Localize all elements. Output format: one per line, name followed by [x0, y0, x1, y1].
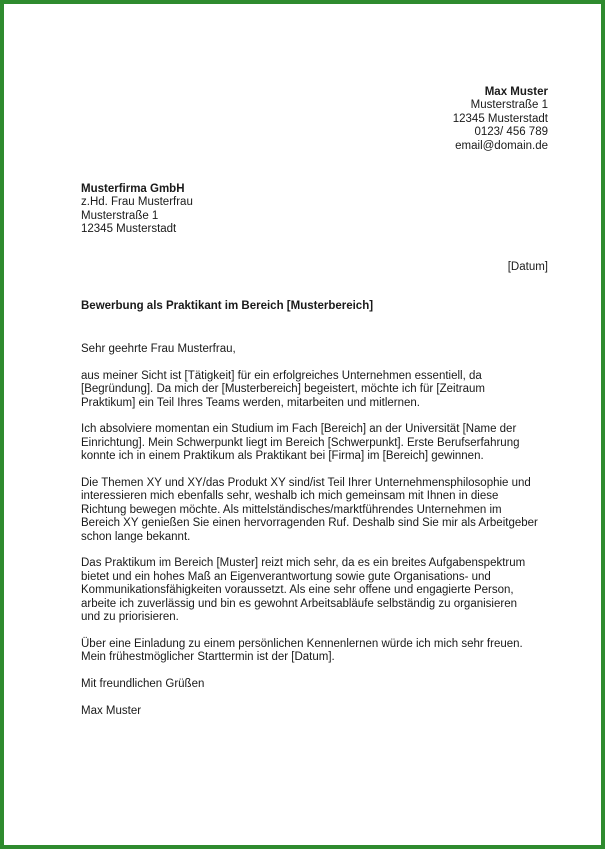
paragraph-line: Bereich XY genießen Sie einen hervorragenden Ruf. Deshalb sind Sie mir als Arbeitgeber: [81, 517, 538, 530]
signature: Max Muster: [81, 704, 142, 717]
recipient-city: 12345 Musterstadt: [81, 223, 177, 236]
letter-subject: Bewerbung als Praktikant im Bereich [Musterbereich]: [81, 300, 374, 312]
paragraph-line: aus meiner Sicht ist [Tätigkeit] für ein erfolgreiches Unternehmen essentiell, da: [81, 369, 482, 382]
paragraph-line: interessieren mich ebenfalls sehr, weshalb ich mich gemeinsam mit Ihnen in diese: [81, 490, 499, 503]
paragraph-line: Richtung bewegen möchte. Als mittelständisches/marktführendes Unternehmen im: [81, 503, 502, 516]
salutation: Sehr geehrte Frau Musterfrau,: [81, 343, 236, 355]
paragraph-qualifications: [81, 557, 551, 624]
paragraph-line: schon lange bekannt.: [81, 530, 191, 543]
sender-street: Musterstraße 1: [470, 99, 548, 112]
paragraph-line: Ich absolviere momentan ein Studium im Fach [Bereich] an der Universität [Name der: [81, 423, 517, 436]
sender-name: Max Muster: [484, 86, 548, 98]
paragraph-line: Die Themen XY und XY/das Produkt XY sind/ist Teil Ihrer Unternehmensphilosophie und: [81, 477, 531, 490]
sender-phone: 0123/ 456 789: [474, 126, 548, 139]
paragraph-company-interest: [81, 477, 551, 544]
sender-address-block: [453, 86, 548, 153]
sender-email: email@domain.de: [455, 139, 548, 152]
paragraph-line: Das Praktikum im Bereich [Muster] reizt mich sehr, da es ein breites Aufgabenspektrum: [81, 557, 526, 570]
recipient-attention: z.Hd. Frau Musterfrau: [81, 196, 193, 209]
recipient-street: Musterstraße 1: [81, 209, 159, 222]
paragraph-line: Über eine Einladung zu einem persönlichen Kennenlernen würde ich mich sehr freuen.: [81, 637, 523, 650]
sender-city: 12345 Musterstadt: [452, 112, 548, 125]
paragraph-line: und zu priorisieren.: [81, 611, 179, 624]
letter-page: [8, 8, 605, 849]
paragraph-line: Kommunikationsfähigkeiten voraussetzt. Als eine sehr offene und engagierte Person,: [81, 584, 514, 597]
paragraph-invitation: [81, 638, 551, 665]
paragraph-line: bietet und ein hohes Maß an Eigenverantwortung sowie gute Organisations- und: [81, 570, 491, 583]
paragraph-line: Mein frühestmöglicher Starttermin ist der [Datum].: [81, 651, 335, 664]
paragraph-studies: [81, 423, 551, 463]
letter-date: [Datum]: [507, 261, 548, 273]
letter-body: [81, 343, 551, 732]
paragraph-line: arbeite ich zuverlässig und bin es gewohnt Arbeitsabläufe selbständig zu organisieren: [81, 597, 517, 610]
paragraph-line: Praktikum] ein Teil Ihres Teams werden, mitarbeiten und mitlernen.: [81, 396, 420, 409]
paragraph-line: [Begründung]. Da mich der [Musterbereich] begeistert, möchte ich für [Zeitraum: [81, 383, 485, 396]
paragraph-motivation: [81, 370, 551, 410]
paragraph-line: Einrichtung]. Mein Schwerpunkt liegt im Bereich [Schwerpunkt]. Erste Berufserfahrung: [81, 436, 520, 449]
closing: Mit freundlichen Grüßen: [81, 678, 205, 691]
paragraph-line: konnte ich in einem Praktikum als Praktikant bei [Firma] im [Bereich] gewinnen.: [81, 450, 484, 463]
recipient-address-block: [81, 183, 193, 237]
recipient-company: Musterfirma GmbH: [81, 183, 185, 195]
